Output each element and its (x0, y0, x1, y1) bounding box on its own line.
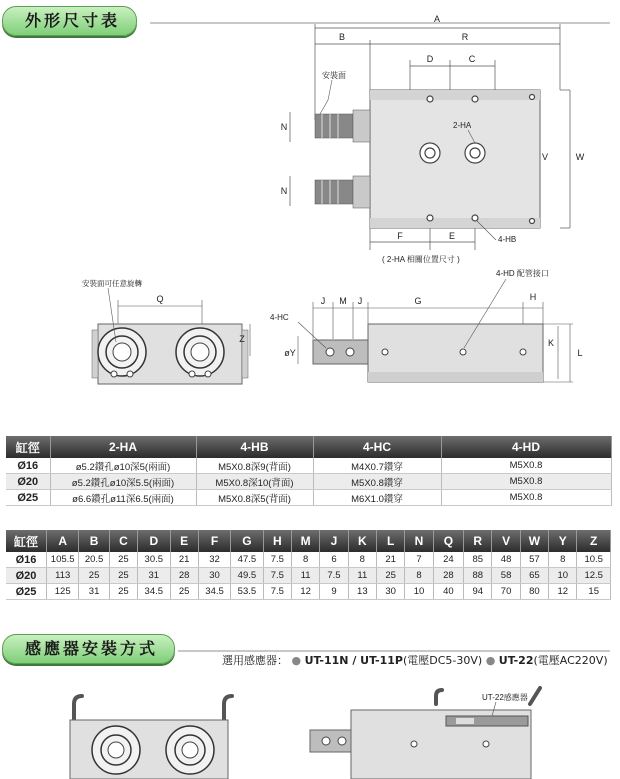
table-cell: 40 (433, 584, 463, 600)
table-cell: 85 (464, 552, 492, 568)
dim-label-y: øY (284, 348, 296, 358)
table-header-cell: D (138, 530, 170, 552)
dim-label-z: Z (239, 334, 245, 344)
table-header-cell: M (291, 530, 319, 552)
sensor-model-1: UT-11N / UT-11P (304, 654, 403, 667)
rotatable-note: 安裝面可任意旋轉 (82, 279, 142, 288)
bore-cell: Ø16 (6, 458, 50, 474)
dim-label-r: R (461, 32, 469, 42)
mount-face-label: 安裝面 (322, 71, 346, 80)
table-header-row (6, 436, 611, 458)
table-header-cell: 4-HC (313, 436, 441, 458)
table-cell: 105.5 (47, 552, 79, 568)
table-header-cell: 2-HA (50, 436, 196, 458)
table-cell: 11 (291, 568, 319, 584)
table-header-cell: 缸徑 (6, 530, 47, 552)
table-cell: 7.5 (320, 568, 348, 584)
table-cell: 12 (291, 584, 319, 600)
table-row (6, 458, 611, 474)
label-2-ha: 2-HA (453, 121, 472, 130)
table-header-cell: W (520, 530, 548, 552)
table-cell: ø5.2鑽孔ø10深5(兩面) (50, 458, 196, 474)
table-cell: 25 (377, 568, 405, 584)
bullet-icon: ● (291, 654, 302, 667)
sensor-model-2: UT-22 (498, 654, 534, 667)
table-cell: M5X0.8深9(背面) (196, 458, 313, 474)
table-cell: 21 (170, 552, 198, 568)
bore-cell: Ø20 (6, 474, 50, 490)
table-row (6, 568, 611, 584)
dim-label-a: A (433, 14, 441, 24)
section-title-dimensions: 外形尺寸表 (2, 6, 137, 36)
table-cell: 10 (549, 568, 577, 584)
table-cell: 53.5 (231, 584, 263, 600)
table-header-cell: Z (577, 530, 611, 552)
table-cell: M6X1.0鑽穿 (313, 490, 441, 506)
table-cell: 25 (79, 568, 109, 584)
table-cell: 32 (198, 552, 230, 568)
sensor-note (222, 652, 608, 668)
sensor-end-view-drawing (60, 688, 250, 779)
table-header-cell: F (198, 530, 230, 552)
sensor-side-view-drawing (296, 682, 596, 779)
dim-label-g: G (414, 296, 422, 306)
table-header-cell: L (377, 530, 405, 552)
table-cell: ø6.6鑽孔ø11深6.5(兩面) (50, 490, 196, 506)
end-view-drawing (82, 272, 272, 402)
table-cell: 11 (348, 568, 376, 584)
table-cell: 70 (492, 584, 520, 600)
table-cell: 28 (433, 568, 463, 584)
dim-label-n-lower: N (280, 186, 288, 196)
table-cell: 24 (433, 552, 463, 568)
dim-label-j-right: J (357, 296, 363, 306)
table-cell: 57 (520, 552, 548, 568)
table-cell: 25 (170, 584, 198, 600)
table-header-row (6, 530, 611, 552)
table-cell: M5X0.8 (441, 490, 611, 506)
table-cell: 15 (577, 584, 611, 600)
table-row (6, 552, 611, 568)
dim-label-h: H (529, 292, 537, 302)
table-cell: 7.5 (263, 552, 291, 568)
table-header-cell: H (263, 530, 291, 552)
bullet-icon: ● (485, 654, 496, 667)
table-cell: 25 (109, 568, 137, 584)
table-header-cell: V (492, 530, 520, 552)
dimension-table (6, 530, 611, 600)
table-cell: 30.5 (138, 552, 170, 568)
dim-label-l: L (577, 348, 583, 358)
table-cell: 8 (348, 552, 376, 568)
table-cell: 48 (492, 552, 520, 568)
dim-label-b: B (338, 32, 346, 42)
table-header-cell: 4-HB (196, 436, 313, 458)
hole-spec-table (6, 436, 612, 506)
table-cell: 7.5 (263, 584, 291, 600)
table-cell: 21 (377, 552, 405, 568)
table-header-cell: N (405, 530, 433, 552)
bore-cell: Ø25 (6, 584, 47, 600)
table-cell: 8 (549, 552, 577, 568)
table-cell: 8 (291, 552, 319, 568)
table-header-cell: 缸徑 (6, 436, 50, 458)
table-cell: 12 (549, 584, 577, 600)
table-cell: 10 (405, 584, 433, 600)
dim-label-e: E (448, 231, 456, 241)
label-4-hc: 4-HC (270, 313, 289, 322)
dim-label-n-upper: N (280, 122, 288, 132)
table-cell: 20.5 (79, 552, 109, 568)
table-cell: 94 (464, 584, 492, 600)
section-title-sensor: 感應器安裝方式 (2, 634, 175, 664)
table-header-cell: K (348, 530, 376, 552)
table-cell: M4X0.7鑽穿 (313, 458, 441, 474)
table-row (6, 584, 611, 600)
table-header-cell: A (47, 530, 79, 552)
ha-position-note: ( 2-HA 相關位置尺寸 ) (382, 255, 460, 264)
table-cell: 34.5 (138, 584, 170, 600)
table-cell: 8 (405, 568, 433, 584)
table-cell: 7.5 (263, 568, 291, 584)
table-cell: 9 (320, 584, 348, 600)
table-cell: 7 (405, 552, 433, 568)
table-cell: 34.5 (198, 584, 230, 600)
table-header-cell: J (320, 530, 348, 552)
dim-label-f: F (397, 231, 403, 241)
table-cell: 31 (138, 568, 170, 584)
table-cell: 88 (464, 568, 492, 584)
table-cell: 30 (377, 584, 405, 600)
table-cell: 28 (170, 568, 198, 584)
table-header-cell: B (79, 530, 109, 552)
table-cell: 25 (109, 552, 137, 568)
table-cell: 47.5 (231, 552, 263, 568)
front-view-drawing (270, 10, 610, 270)
table-header-cell: E (170, 530, 198, 552)
table-cell: 80 (520, 584, 548, 600)
table-cell: M5X0.8深10(背面) (196, 474, 313, 490)
table-header-cell: 4-HD (441, 436, 611, 458)
table-header-cell: C (109, 530, 137, 552)
table-cell: ø5.2鑽孔ø10深5.5(兩面) (50, 474, 196, 490)
table-cell: M5X0.8鑽穿 (313, 474, 441, 490)
dim-label-w: W (575, 152, 585, 162)
dim-label-k: K (547, 338, 555, 348)
table-cell: M5X0.8深5(背面) (196, 490, 313, 506)
table-cell: 10.5 (577, 552, 611, 568)
table-cell: M5X0.8 (441, 458, 611, 474)
table-row (6, 490, 611, 506)
dim-label-v: V (541, 152, 549, 162)
dim-label-d: D (426, 54, 434, 64)
sensor-model-1-spec: (電壓DC5-30V) (402, 654, 483, 667)
table-cell: 30 (198, 568, 230, 584)
dim-label-c: C (468, 54, 476, 64)
table-header-cell: Q (433, 530, 463, 552)
table-row (6, 474, 611, 490)
bore-cell: Ø25 (6, 490, 50, 506)
table-cell: 6 (320, 552, 348, 568)
side-view-drawing (268, 264, 598, 404)
table-cell: 113 (47, 568, 79, 584)
label-4-hd: 4-HD 配管接口 (496, 269, 549, 278)
ut22-sensor-label: UT-22感應器 (482, 693, 528, 702)
table-header-cell: G (231, 530, 263, 552)
table-header-cell: R (464, 530, 492, 552)
table-header-cell: Y (549, 530, 577, 552)
table-cell: 58 (492, 568, 520, 584)
sensor-note-prefix: 選用感應器： (222, 654, 288, 667)
label-4-hb: 4-HB (498, 235, 517, 244)
table-cell: 31 (79, 584, 109, 600)
dim-label-q: Q (156, 294, 164, 304)
table-cell: 125 (47, 584, 79, 600)
sensor-model-2-spec: (電壓AC220V) (533, 654, 608, 667)
table-cell: 25 (109, 584, 137, 600)
dim-label-j-left: J (320, 296, 326, 306)
table-cell: 12.5 (577, 568, 611, 584)
table-cell: 13 (348, 584, 376, 600)
table-cell: M5X0.8 (441, 474, 611, 490)
table-cell: 65 (520, 568, 548, 584)
dim-label-m: M (339, 296, 347, 306)
bore-cell: Ø20 (6, 568, 47, 584)
bore-cell: Ø16 (6, 552, 47, 568)
table-cell: 49.5 (231, 568, 263, 584)
